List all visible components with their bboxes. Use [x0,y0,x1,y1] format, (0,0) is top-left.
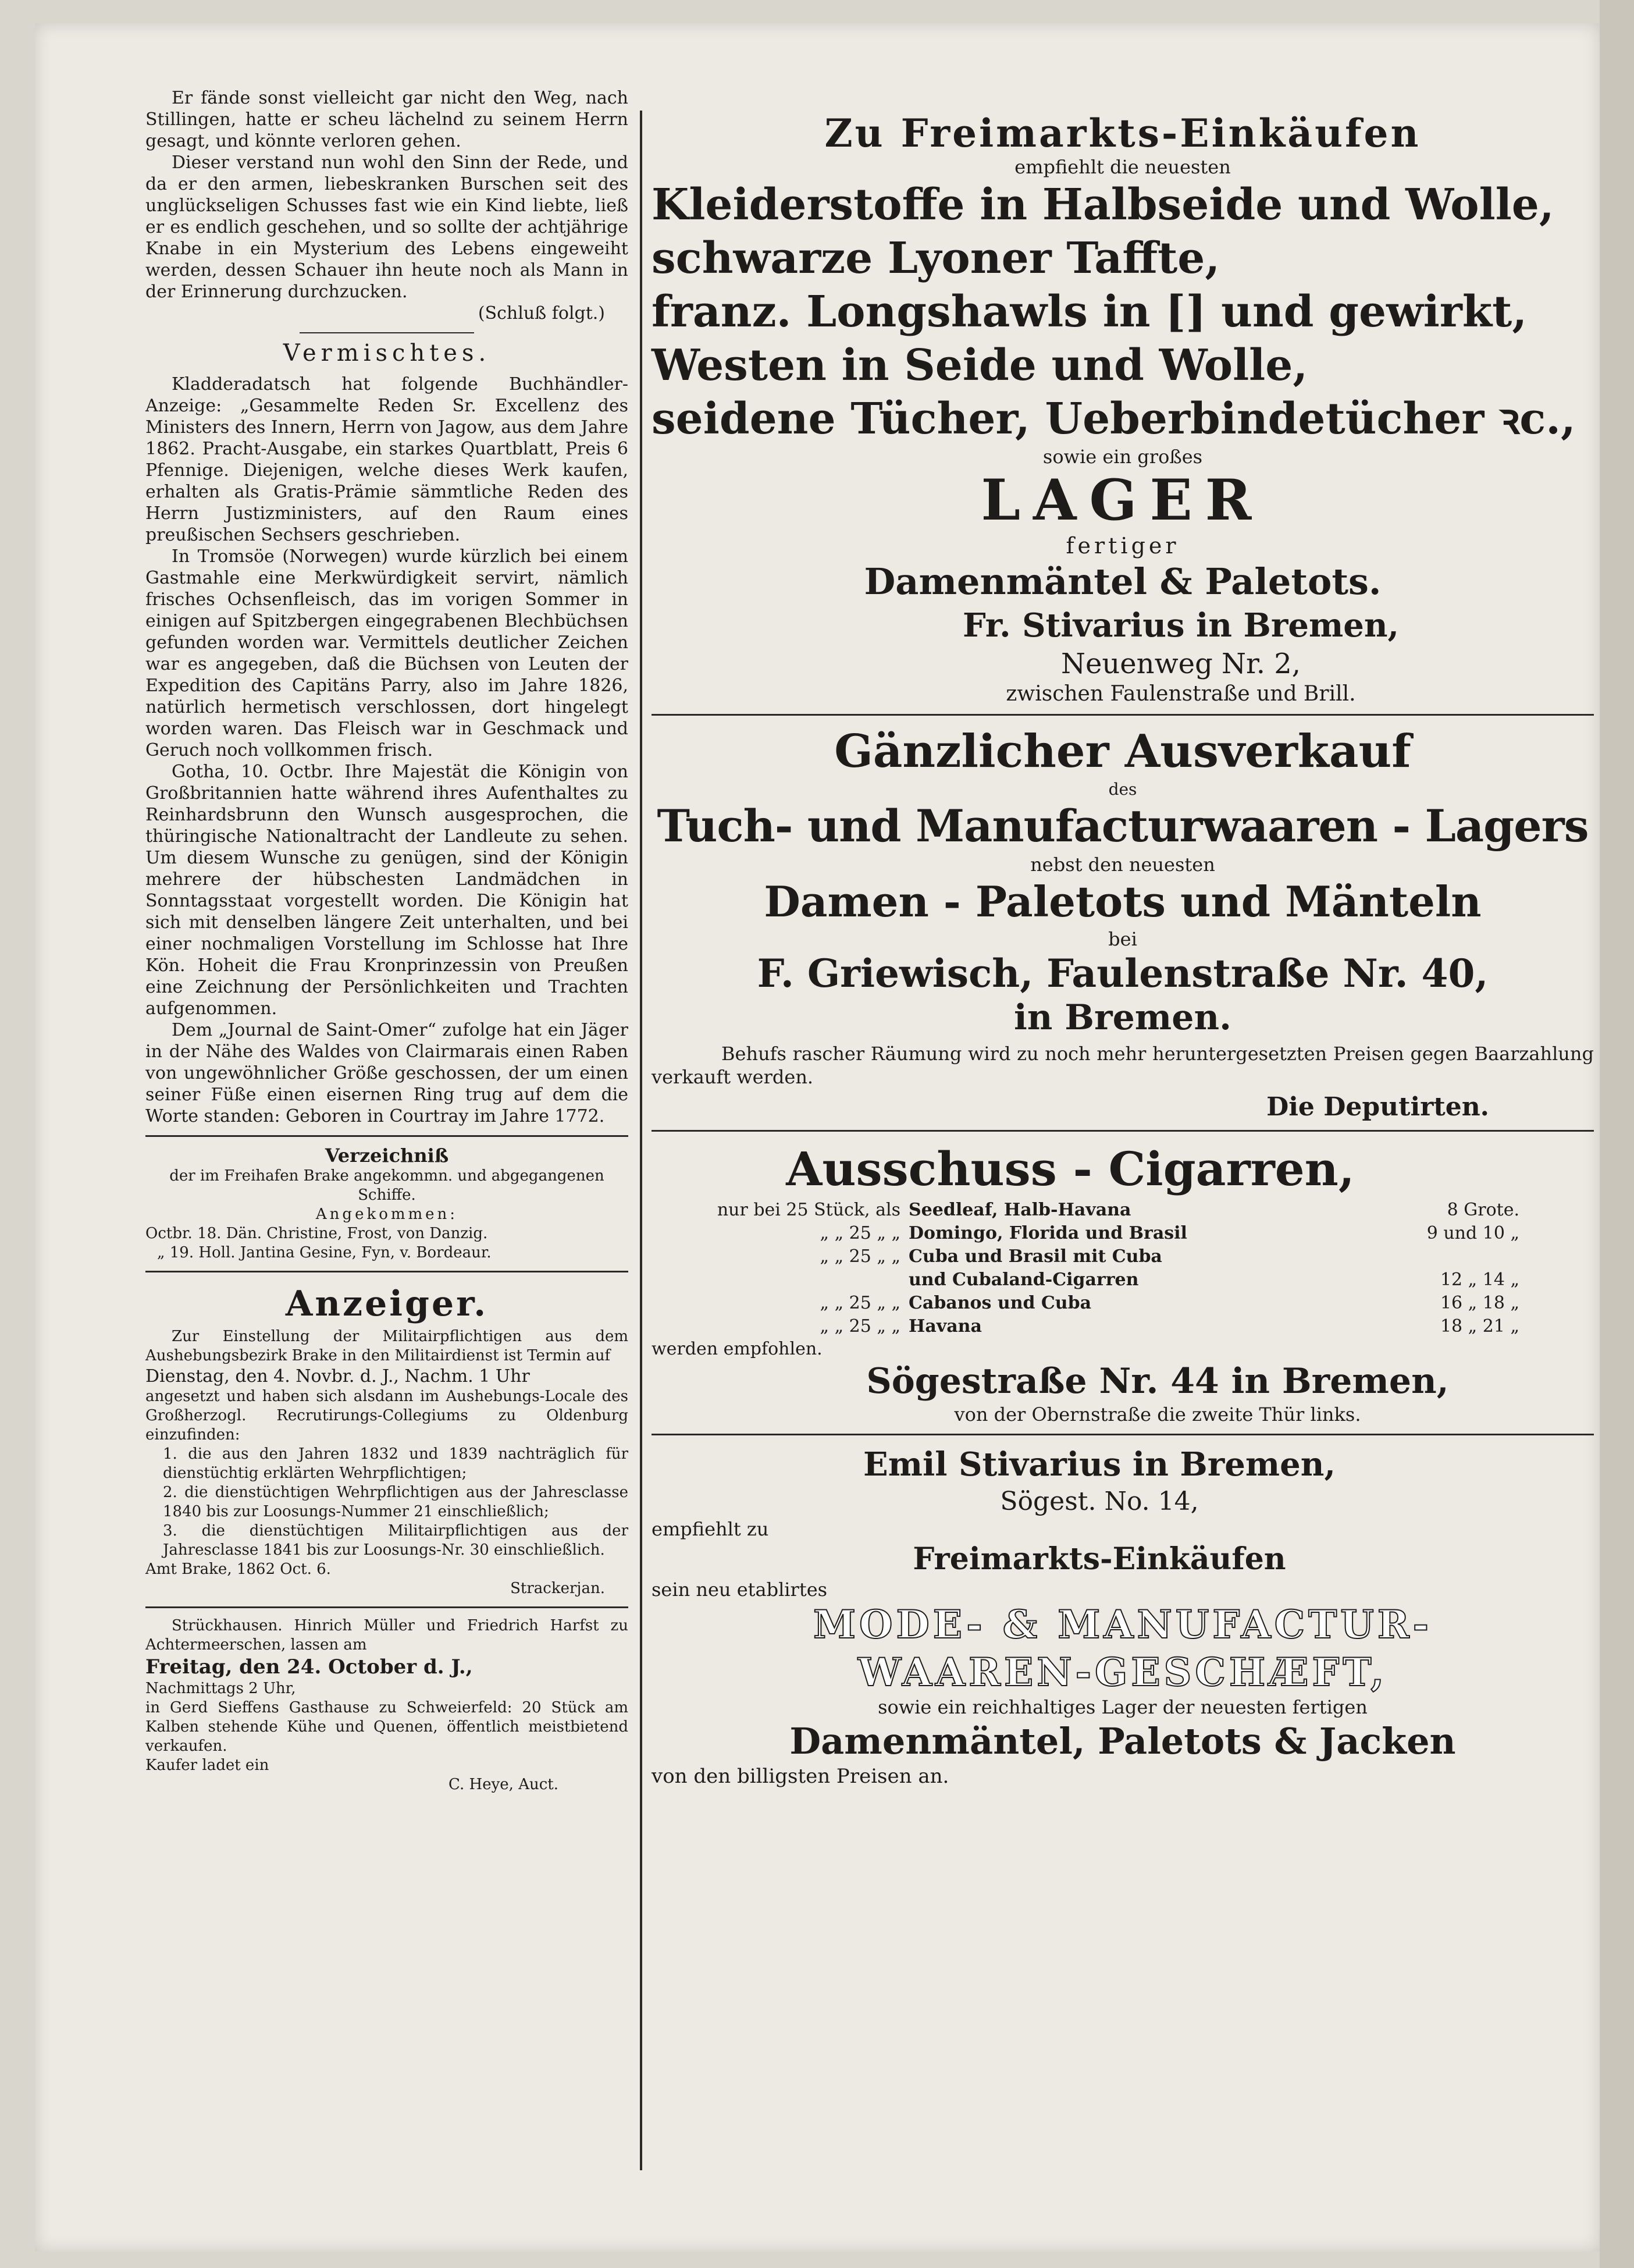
ad-fertiger: fertiger [1066,533,1180,559]
ad-address: Neuenweg Nr. 2, [1060,648,1301,680]
misc-heading: Vermischtes. [283,340,491,367]
ship-entry: „ 19. Holl. Jantina Gesine, Fyn, v. Bordeaur. [157,1244,492,1261]
ad-recommends: empfiehlt zu [652,1518,769,1540]
ships-arrived-label: Angekommen: [315,1206,458,1223]
ad-line: nebst den neuesten [1030,854,1215,876]
cigar-qty: „ „ 25 „ „ [820,1316,900,1336]
military-notice-item: 1. die aus den Jahren 1832 und 1839 nachträglich für dienstüchtig erklärten Wehrpflichtigen; [163,1445,628,1482]
military-notice-date: Dienstag, den 4. Novbr. d. J., Nachm. 1 Uhr [145,1366,530,1387]
ad-shop-name: MODE- & MANUFACTUR- [813,1602,1433,1647]
story-ending: Er fände sonst vielleicht gar nicht den Weg, nach Stillingen, hatte er scheu lächelnd zu seinem Herrn gesagt, und könnte verloren gehen. [145,88,628,151]
ad-divider [652,1434,1594,1435]
ad-line: Kleiderstoffe in Halbseide und Wolle, [652,180,1554,230]
auction-time: Nachmittags 2 Uhr, [145,1680,296,1697]
ad-address: Sögest. No. 14, [1000,1487,1199,1516]
advertisement-stivarius-1 [652,111,1594,706]
ad-firm: Emil Stivarius in Bremen, [863,1445,1336,1484]
section-divider [145,1271,628,1272]
military-notice-text: angesetzt und haben sich alsdann im Aushebungs-Locale des Großherzogl. Recrutirungs-Collegiums zu Oldenburg einzufinden: [145,1388,628,1444]
ad-line: Tuch- und Manufacturwaaren - Lagers [657,800,1589,852]
ad-text: Behufs rascher Räumung wird zu noch mehr heruntergesetzten Preisen gegen Baarzahlung verkauft werden. [652,1043,1594,1088]
ad-firm: Fr. Stivarius in Bremen, [962,606,1400,645]
advertisement-cigarren [652,1140,1594,1426]
cigar-name: Havana [909,1316,982,1336]
misc-paragraph-1: Kladderadatsch hat folgende Buchhändler-Anzeige: „Gesammelte Reden Sr. Excellenz des Ministers des Innern, Herrn von Jagow, aus dem Jahre 1862. Pracht-Ausgabe, ein starkes Quartblatt, Preis 6 Pfennige. Diejenigen, welche dieses Werk kaufen, erhalten als Gratis-Prämie sämmtliche Reden des Herrn Justizministers, auf den Raum eines preußischen Sechsers geschrieben. [145,374,628,545]
story-paragraph: Dieser verstand nun wohl den Sinn der Rede, und da er den armen, liebeskranken Burschen seit des unglückseligen Schusses fast wie ein Kind liebte, ließ er es endlich geschehen, und so sollte der achtjährige Knabe in ein Mysterium des Lebens eingeweiht werden, dessen Schauer ihn heute noch als Mann in der Erinnerung durchzucken. [145,152,628,302]
ad-signature: Die Deputirten. [1266,1092,1489,1122]
ad-goods: Damenmäntel, Paletots & Jacken [789,1720,1456,1762]
continued-note: (Schluß folgt.) [478,303,605,324]
cigar-name: Cabanos und Cuba [909,1293,1092,1313]
section-divider [300,332,474,333]
ad-bei: bei [1108,928,1137,950]
ad-shop-name: WAAREN-GESCHÆFT, [857,1650,1388,1695]
table-row [653,1199,1523,1221]
military-notice-item: 3. die dienstüchtigen Militairpflichtigen aus der Jahresclasse 1841 bis zur Loosungs-Nr. 30 einschließlich. [163,1522,628,1559]
ad-lager: LAGER [981,467,1265,533]
ad-occasion: Freimarkts-Einkäufen [913,1541,1286,1577]
ad-line: seidene Tücher, Ueberbindetücher ꝛc., [652,394,1576,444]
auction-intro: Strückhausen. Hinrich Müller und Friedrich Harfst zu Achtermeerschen, lassen am [145,1617,628,1654]
cigar-price: 16 „ 18 „ [1440,1293,1519,1313]
cigar-qty: „ „ 25 „ „ [820,1223,900,1243]
ad-title: Gänzlicher Ausverkauf [834,725,1411,778]
military-notice-place: Amt Brake, 1862 Oct. 6. [145,1560,331,1578]
ad-prices: von den billigsten Preisen an. [652,1765,949,1788]
misc-paragraph-3: Gotha, 10. Octbr. Ihre Majestät die Königin von Großbritannien hatte während ihres Aufenthaltes zu Reinhardsbrunn den Wunsch ausgesprochen, die thüringische Nationaltracht der Landleute zu sehen. Um diesem Wunsche zu genügen, sind der Königin mehrere der hübschesten Landmädchen in Sonntagsstaat vorgestellt worden. Die Königin hat sich mit denselben längere Zeit unterhalten, und bei einer nochmaligen Vorstellung im Schlosse hat Ihre Kön. Hoheit die Frau Kronprinzessin von Preußen eine Zeichnung der Persönlichkeiten und Trachten aufgenommen. [145,762,628,1019]
cigar-price: 12 „ 14 „ [1440,1270,1519,1290]
column-divider [640,111,642,2170]
cigar-price: 18 „ 21 „ [1440,1316,1519,1336]
advertisement-stivarius-2 [652,1444,1594,1788]
auction-signature: C. Heye, Auct. [448,1776,558,1793]
advertisement-ausverkauf [652,724,1594,1122]
ad-line: franz. Longshawls in [] und gewirkt, [652,287,1528,337]
cigar-qty [653,1269,904,1291]
cigar-price [1364,1246,1523,1268]
ad-title: Ausschuss - Cigarren, [786,1142,1355,1196]
ad-line: sowie ein großes [1042,446,1203,468]
table-row [653,1316,1523,1338]
military-notice-item: 2. die dienstüchtigen Wehrpflichtigen aus der Jahresclasse 1840 bis zur Loosungs-Nummer 21 einschließlich; [163,1484,628,1520]
auction-text: in Gerd Sieffens Gasthause zu Schweierfeld: 20 Stück am Kalben stehende Kühe und Quenen, öffentlich meistbietend verkaufen. [145,1699,628,1755]
cigar-price: 9 und 10 „ [1426,1223,1519,1243]
ad-recommended: werden empfohlen. [652,1339,823,1359]
table-row [653,1222,1523,1245]
cigar-qty: „ „ 25 „ „ [820,1246,900,1267]
ad-title: Zu Freimarkts-Einkäufen [824,111,1421,156]
ad-divider [652,1130,1594,1132]
ad-address: von der Obernstraße die zweite Thür links. [954,1403,1361,1426]
ad-address: zwischen Faulenstraße und Brill. [1006,682,1356,706]
cigar-name: Seedleaf, Halb-Havana [909,1200,1131,1220]
anzeiger-heading: Anzeiger. [285,1284,489,1324]
ad-des: des [1108,780,1137,799]
table-row [653,1246,1523,1268]
adjacent-page-edge [1600,0,1634,2268]
military-notice-intro: Zur Einstellung der Militairpflichtigen aus dem Aushebungsbezirk Brake in den Militairdienst ist Termin auf [145,1328,628,1364]
cigar-qty: „ „ 25 „ „ [820,1293,900,1313]
cigar-price-table [652,1198,1524,1339]
ad-intro: empfiehlt die neuesten [1014,156,1231,178]
ad-line: Westen in Seide und Wolle, [652,340,1308,390]
ships-heading: Verzeichniß [325,1144,449,1167]
misc-paragraph-2: In Tromsöe (Norwegen) wurde kürzlich bei einem Gastmahle eine Merkwürdigkeit servirt, nämlich frisches Ochsenfleisch, das im vorigen Sommer in einigen auf Spitzbergen eingegrabenen Blechbüchsen gefunden worden war. Vermittels deutlicher Zeichen war es angegeben, daß die Büchsen von Leuten der Expedition des Capitäns Parry, also im Jahre 1826, natürlich hermetisch verschlossen, dort hingelegt worden waren. Das Fleisch war in Geschmack und Geruch noch vollkommen frisch. [145,546,628,760]
cigar-price: 8 Grote. [1447,1200,1519,1220]
ad-address: Sögestraße Nr. 44 in Bremen, [866,1361,1449,1402]
left-column [145,87,628,1794]
ad-city: in Bremen. [1014,997,1231,1038]
cigar-name: Domingo, Florida und Brasil [909,1223,1187,1243]
cigar-name: und Cubaland-Cigarren [909,1270,1139,1290]
table-row [653,1292,1523,1314]
right-column [652,111,1594,1788]
ship-entry: Octbr. 18. Dän. Christine, Frost, von Danzig. [145,1225,488,1242]
military-notice-signature: Strackerjan. [510,1580,605,1597]
ad-firm: F. Griewisch, Faulenstraße Nr. 40, [757,951,1489,996]
auction-buyers: Kaufer ladet ein [145,1757,269,1774]
auction-date: Freitag, den 24. October d. J., [145,1655,473,1679]
section-divider [145,1135,628,1137]
cigar-name: Cuba und Brasil mit Cuba [909,1246,1162,1267]
cigar-qty: nur bei 25 Stück, als [717,1200,900,1220]
ad-divider [652,714,1594,716]
ad-line: Damen - Paletots und Mänteln [764,877,1482,926]
ad-line: Damenmäntel & Paletots. [864,560,1382,603]
section-divider [145,1606,628,1608]
table-row [653,1269,1523,1291]
misc-paragraph-4: Dem „Journal de Saint-Omer“ zufolge hat ein Jäger in der Nähe des Waldes von Clairmarais einen Raben von ungewöhnlicher Größe geschossen, der um einen seiner Füße einen eisernen Ring trug auf dem die Worte standen: Geboren in Courtray im Jahre 1772. [145,1020,628,1126]
ships-subheading: der im Freihafen Brake angekommn. und abgegangenen Schiffe. [169,1167,604,1204]
ad-line: schwarze Lyoner Taffte, [652,233,1220,283]
ad-line: sowie ein reichhaltiges Lager der neuesten fertigen [878,1696,1368,1718]
ad-new: sein neu etablirtes [652,1579,828,1601]
